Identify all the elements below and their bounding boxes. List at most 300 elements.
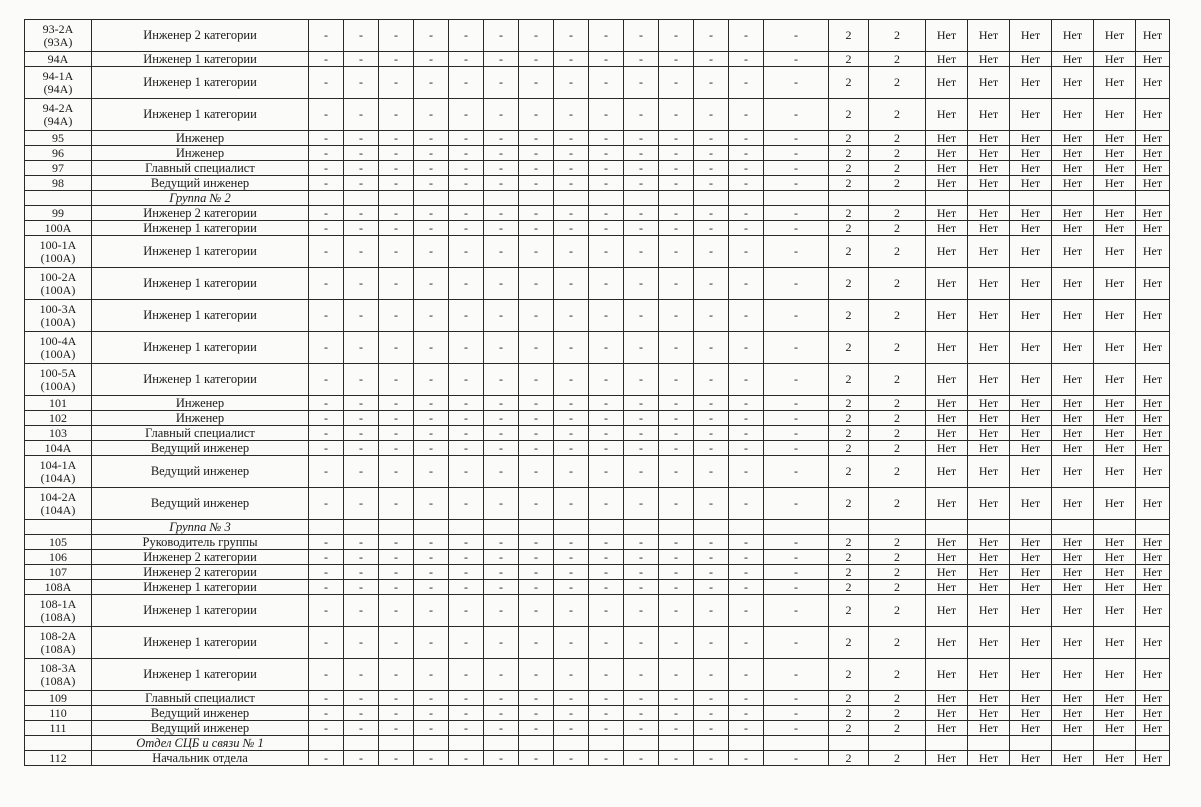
factor-cell: - [484,268,519,300]
factor-cell: - [449,161,484,176]
guarantee-cell [1010,191,1052,206]
factor-cell: - [449,535,484,550]
guarantee-cell: Нет [1010,441,1052,456]
position-title: Главный специалист [92,691,309,706]
guarantee-cell: Нет [1094,67,1136,99]
factor-cell: - [484,565,519,580]
guarantee-cell: Нет [1052,146,1094,161]
position-number: 94-1А (94А) [25,67,92,99]
table-row [25,535,1170,550]
guarantee-cell: Нет [1094,332,1136,364]
guarantee-cell: Нет [926,268,968,300]
guarantee-cell: Нет [1094,161,1136,176]
class-cell [829,736,869,751]
factor-cell: - [624,751,659,766]
factor-cell: - [379,535,414,550]
factor-cell: - [484,706,519,721]
factor-cell: - [414,161,449,176]
factor-cell: - [624,52,659,67]
class-cell: 2 [869,332,926,364]
factor-cell [449,191,484,206]
factor-cell: - [729,161,764,176]
position-title: Инженер 1 категории [92,627,309,659]
factor-cell: - [379,364,414,396]
factor-cell: - [344,411,379,426]
factor-cell: - [449,206,484,221]
factor-cell: - [764,300,829,332]
factor-cell: - [694,221,729,236]
factor-cell: - [764,364,829,396]
class-cell: 2 [829,20,869,52]
factor-cell: - [694,300,729,332]
guarantee-cell: Нет [1010,268,1052,300]
factor-cell: - [484,488,519,520]
factor-cell: - [659,535,694,550]
table-row [25,411,1170,426]
factor-cell: - [449,456,484,488]
guarantee-cell: Нет [968,721,1010,736]
table-row [25,706,1170,721]
factor-cell: - [484,595,519,627]
factor-cell: - [414,580,449,595]
factor-cell [729,520,764,535]
factor-cell: - [519,206,554,221]
guarantee-cell: Нет [1136,268,1170,300]
factor-cell [379,520,414,535]
class-cell: 2 [869,595,926,627]
position-title: Инженер 1 категории [92,52,309,67]
factor-cell [449,736,484,751]
guarantee-cell: Нет [968,456,1010,488]
factor-cell: - [659,627,694,659]
factor-cell: - [414,176,449,191]
factor-cell: - [309,146,344,161]
factor-cell: - [554,751,589,766]
class-cell: 2 [869,456,926,488]
guarantee-cell: Нет [926,721,968,736]
class-cell: 2 [869,364,926,396]
guarantee-cell: Нет [1010,580,1052,595]
guarantee-cell: Нет [1010,332,1052,364]
factor-cell: - [484,206,519,221]
table-row [25,300,1170,332]
position-number: 103 [25,426,92,441]
factor-cell: - [309,131,344,146]
guarantee-cell: Нет [1136,67,1170,99]
factor-cell: - [484,161,519,176]
class-cell: 2 [829,659,869,691]
class-cell: 2 [869,161,926,176]
factor-cell: - [309,426,344,441]
guarantee-cell: Нет [1052,691,1094,706]
factor-cell: - [624,535,659,550]
factor-cell: - [519,659,554,691]
position-title: Ведущий инженер [92,176,309,191]
factor-cell: - [729,411,764,426]
factor-cell: - [764,332,829,364]
guarantee-cell: Нет [1052,706,1094,721]
guarantee-cell [1094,520,1136,535]
factor-cell: - [554,706,589,721]
guarantee-cell: Нет [926,550,968,565]
guarantee-cell: Нет [926,411,968,426]
class-cell: 2 [869,659,926,691]
factor-cell: - [344,206,379,221]
guarantee-cell: Нет [1094,426,1136,441]
factor-cell: - [624,411,659,426]
factor-cell: - [589,627,624,659]
factor-cell: - [624,456,659,488]
guarantee-cell: Нет [926,146,968,161]
factor-cell: - [659,176,694,191]
factor-cell: - [764,659,829,691]
factor-cell: - [414,206,449,221]
guarantee-cell: Нет [1136,659,1170,691]
guarantee-cell: Нет [1136,535,1170,550]
factor-cell: - [449,236,484,268]
guarantee-cell: Нет [968,146,1010,161]
factor-cell: - [449,580,484,595]
factor-cell: - [379,595,414,627]
class-cell: 2 [869,565,926,580]
factor-cell: - [694,456,729,488]
position-number: 110 [25,706,92,721]
factor-cell: - [589,426,624,441]
guarantee-cell: Нет [1010,131,1052,146]
guarantee-cell: Нет [968,364,1010,396]
guarantee-cell: Нет [1094,565,1136,580]
factor-cell: - [309,565,344,580]
guarantee-cell: Нет [1010,221,1052,236]
factor-cell: - [414,535,449,550]
position-number: 102 [25,411,92,426]
factor-cell: - [379,488,414,520]
table-row [25,67,1170,99]
class-cell: 2 [829,52,869,67]
factor-cell [414,736,449,751]
factor-cell: - [624,580,659,595]
factor-cell: - [729,131,764,146]
factor-cell: - [659,396,694,411]
factor-cell: - [309,659,344,691]
factor-cell [624,736,659,751]
factor-cell: - [624,332,659,364]
position-title: Инженер 1 категории [92,580,309,595]
factor-cell: - [449,627,484,659]
guarantee-cell: Нет [1052,535,1094,550]
factor-cell: - [379,411,414,426]
factor-cell: - [659,221,694,236]
factor-cell: - [764,67,829,99]
guarantee-cell: Нет [1052,580,1094,595]
factor-cell [484,736,519,751]
factor-cell: - [414,721,449,736]
class-cell [869,736,926,751]
factor-cell: - [589,595,624,627]
guarantee-cell: Нет [1136,550,1170,565]
position-number: 108-2А (108А) [25,627,92,659]
factor-cell: - [484,176,519,191]
factor-cell: - [309,721,344,736]
guarantee-cell: Нет [1010,146,1052,161]
guarantee-cell: Нет [1010,706,1052,721]
factor-cell: - [694,99,729,131]
factor-cell: - [379,300,414,332]
factor-cell [309,736,344,751]
factor-cell: - [309,691,344,706]
factor-cell: - [309,595,344,627]
factor-cell: - [624,595,659,627]
guarantee-cell: Нет [968,659,1010,691]
factor-cell: - [659,426,694,441]
guarantee-cell: Нет [1010,364,1052,396]
guarantee-cell: Нет [1136,721,1170,736]
position-number: 100А [25,221,92,236]
factor-cell: - [589,364,624,396]
factor-cell: - [624,426,659,441]
factor-cell: - [764,706,829,721]
factor-cell: - [449,488,484,520]
class-cell [829,520,869,535]
factor-cell: - [589,659,624,691]
guarantee-cell: Нет [1052,441,1094,456]
factor-cell: - [309,300,344,332]
guarantee-cell [1136,191,1170,206]
factor-cell: - [449,751,484,766]
guarantee-cell: Нет [1010,206,1052,221]
class-cell: 2 [829,411,869,426]
factor-cell: - [764,20,829,52]
factor-cell: - [519,441,554,456]
position-title: Инженер [92,146,309,161]
guarantee-cell: Нет [1094,691,1136,706]
factor-cell: - [379,206,414,221]
factor-cell: - [694,236,729,268]
factor-cell: - [309,332,344,364]
factor-cell: - [624,627,659,659]
factor-cell: - [554,627,589,659]
guarantee-cell: Нет [926,565,968,580]
guarantee-cell: Нет [1052,268,1094,300]
class-cell: 2 [829,441,869,456]
factor-cell: - [764,221,829,236]
class-cell: 2 [869,706,926,721]
factor-cell [344,191,379,206]
factor-cell: - [694,268,729,300]
factor-cell: - [764,99,829,131]
factor-cell: - [344,659,379,691]
factor-cell: - [729,221,764,236]
guarantee-cell: Нет [926,300,968,332]
table-row [25,396,1170,411]
factor-cell: - [589,751,624,766]
class-cell: 2 [869,751,926,766]
table-row [25,161,1170,176]
class-cell: 2 [829,67,869,99]
factor-cell: - [589,535,624,550]
factor-cell: - [379,751,414,766]
factor-cell: - [379,691,414,706]
factor-cell: - [694,176,729,191]
table-row [25,456,1170,488]
factor-cell: - [694,52,729,67]
factor-cell: - [694,441,729,456]
factor-cell: - [414,456,449,488]
factor-cell: - [449,52,484,67]
factor-cell [659,736,694,751]
factor-cell: - [694,627,729,659]
factor-cell: - [729,595,764,627]
guarantee-cell: Нет [1136,99,1170,131]
factor-cell: - [519,176,554,191]
factor-cell: - [309,535,344,550]
guarantee-cell: Нет [1136,20,1170,52]
factor-cell: - [484,364,519,396]
factor-cell: - [729,550,764,565]
factor-cell: - [519,456,554,488]
factor-cell: - [309,396,344,411]
guarantee-cell: Нет [1052,565,1094,580]
factor-cell: - [519,236,554,268]
guarantee-cell: Нет [1094,411,1136,426]
guarantee-cell: Нет [1094,550,1136,565]
class-cell: 2 [869,441,926,456]
guarantee-cell: Нет [968,595,1010,627]
table-row [25,236,1170,268]
position-number: 104А [25,441,92,456]
factor-cell: - [764,595,829,627]
guarantee-cell: Нет [1052,131,1094,146]
class-cell: 2 [829,565,869,580]
guarantee-cell: Нет [926,659,968,691]
factor-cell: - [449,20,484,52]
factor-cell: - [659,706,694,721]
factor-cell: - [449,268,484,300]
factor-cell: - [414,595,449,627]
factor-cell: - [344,721,379,736]
factor-cell: - [624,441,659,456]
guarantee-cell: Нет [968,268,1010,300]
class-cell: 2 [869,535,926,550]
group-header-row [25,736,1170,751]
guarantee-cell: Нет [926,691,968,706]
factor-cell: - [729,441,764,456]
factor-cell: - [379,67,414,99]
factor-cell: - [659,659,694,691]
position-number: 100-5А (100А) [25,364,92,396]
position-title: Инженер 1 категории [92,268,309,300]
factor-cell: - [414,146,449,161]
factor-cell: - [694,146,729,161]
factor-cell: - [694,396,729,411]
factor-cell: - [414,659,449,691]
factor-cell: - [414,131,449,146]
factor-cell: - [414,550,449,565]
position-number: 108А [25,580,92,595]
factor-cell: - [624,659,659,691]
factor-cell: - [519,52,554,67]
guarantee-cell: Нет [1010,300,1052,332]
guarantee-cell: Нет [1094,580,1136,595]
factor-cell: - [659,488,694,520]
position-title: Инженер 2 категории [92,206,309,221]
factor-cell: - [344,146,379,161]
guarantee-cell: Нет [1052,67,1094,99]
guarantee-cell: Нет [1010,565,1052,580]
class-cell: 2 [829,396,869,411]
class-cell: 2 [829,426,869,441]
factor-cell: - [659,580,694,595]
guarantee-cell: Нет [968,176,1010,191]
position-number: 111 [25,721,92,736]
guarantee-cell: Нет [926,627,968,659]
guarantee-cell: Нет [926,20,968,52]
guarantee-cell: Нет [1010,550,1052,565]
factor-cell [449,520,484,535]
factor-cell: - [589,221,624,236]
factor-cell: - [414,751,449,766]
guarantee-cell: Нет [926,161,968,176]
guarantee-cell: Нет [1136,706,1170,721]
class-cell: 2 [829,99,869,131]
factor-cell: - [589,332,624,364]
factor-cell: - [589,131,624,146]
table-row [25,751,1170,766]
class-cell: 2 [829,146,869,161]
position-number: 109 [25,691,92,706]
factor-cell: - [344,99,379,131]
factor-cell: - [344,565,379,580]
guarantee-cell: Нет [1010,488,1052,520]
factor-cell: - [659,236,694,268]
factor-cell: - [379,176,414,191]
table-row [25,332,1170,364]
guarantee-cell: Нет [1010,535,1052,550]
factor-cell: - [589,411,624,426]
guarantee-cell: Нет [1010,20,1052,52]
factor-cell: - [554,161,589,176]
guarantee-cell: Нет [1010,426,1052,441]
guarantee-cell: Нет [1094,396,1136,411]
factor-cell: - [589,20,624,52]
factor-cell: - [414,300,449,332]
group-title: Группа № 3 [92,520,309,535]
class-cell: 2 [869,488,926,520]
position-number [25,736,92,751]
factor-cell [554,520,589,535]
class-cell: 2 [829,706,869,721]
factor-cell: - [764,456,829,488]
factor-cell: - [624,364,659,396]
factor-cell: - [659,300,694,332]
factor-cell: - [309,456,344,488]
factor-cell [519,520,554,535]
factor-cell: - [694,659,729,691]
factor-cell: - [659,268,694,300]
guarantee-cell: Нет [1094,488,1136,520]
factor-cell: - [659,20,694,52]
factor-cell: - [659,146,694,161]
factor-cell: - [589,441,624,456]
factor-cell: - [309,67,344,99]
factor-cell: - [554,99,589,131]
staff-conditions-table [24,19,1170,766]
position-number: 99 [25,206,92,221]
factor-cell: - [694,20,729,52]
factor-cell: - [484,146,519,161]
factor-cell: - [449,67,484,99]
factor-cell: - [379,99,414,131]
